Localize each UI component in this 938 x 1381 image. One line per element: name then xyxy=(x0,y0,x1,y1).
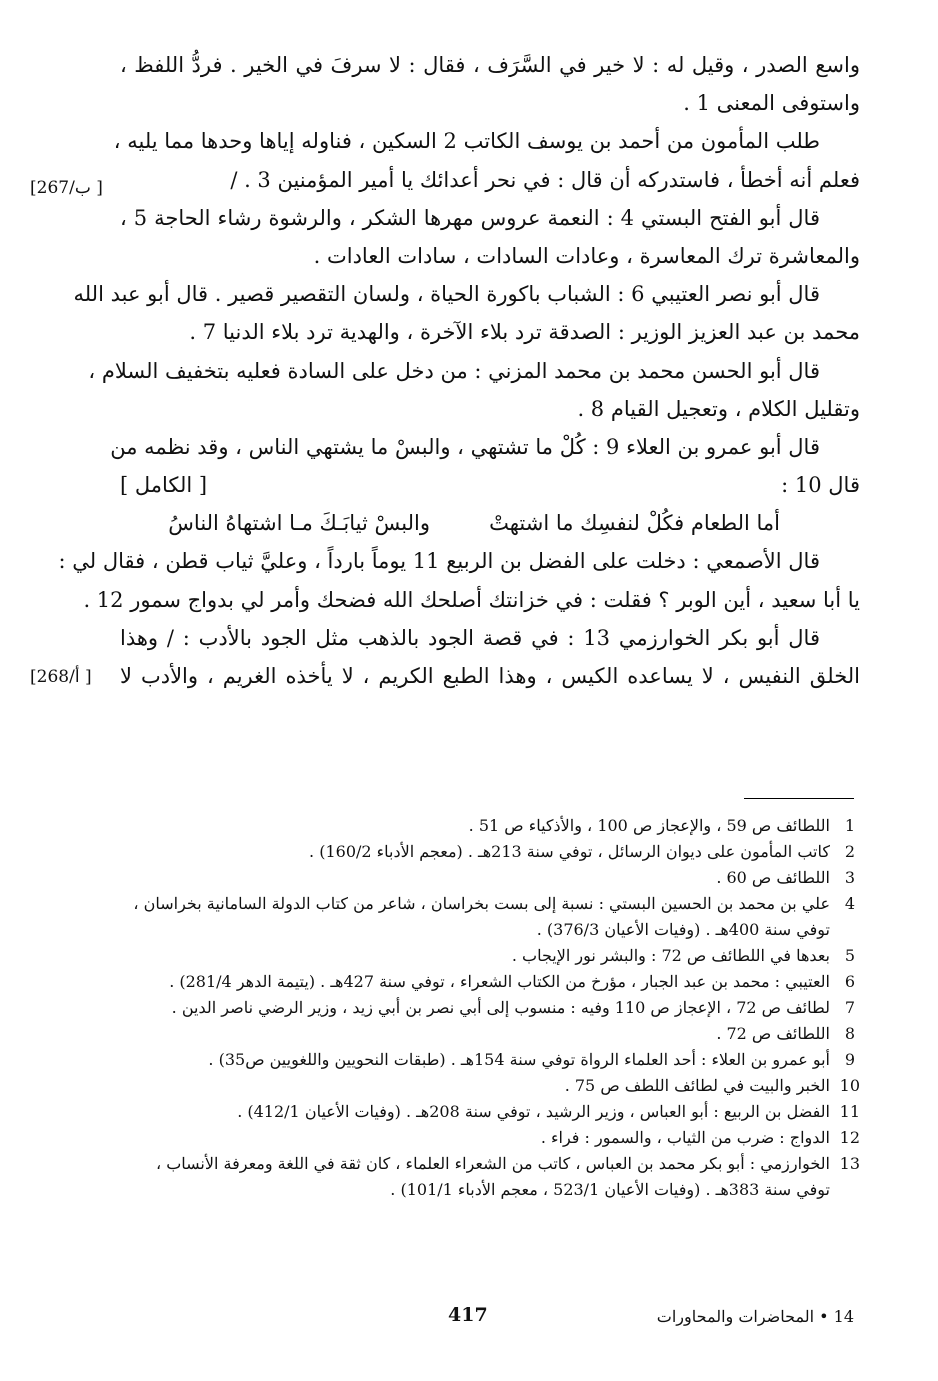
footnote-text: بعدها في اللطائف ص 72 : والبشر نور الإيجاب . xyxy=(511,946,830,965)
text-line: محمد بن عبد العزيز الوزير : الصدقة ترد بلاء الآخرة ، والهدية ترد بلاء الدنيا 7 . xyxy=(189,320,860,345)
footnote xyxy=(120,1151,860,1203)
text-line: واسع الصدر ، وقيل له : لا خير في السَّرَف ، فقال : لا سرفَ في الخير . فردُّ اللفظ ، xyxy=(120,53,860,77)
footnote-number: 3 xyxy=(844,868,856,887)
footnote xyxy=(120,969,860,995)
footnote xyxy=(120,943,860,969)
footnote-number: 2 xyxy=(844,842,856,861)
manuscript-folio-ref: [268/أ ] xyxy=(30,667,92,687)
footnote-text: الدواج : ضرب من الثياب ، والسمور : فراء . xyxy=(540,1128,830,1147)
text-line: وتقليل الكلام ، وتعجيل القيام 8 . xyxy=(577,396,860,421)
footnote-number: 11 xyxy=(839,1102,860,1121)
footnote-number: 9 xyxy=(844,1050,856,1069)
footnote-text: علي بن محمد بن الحسين البستي : نسبة إلى بست بخراسان ، شاعر من كتاب الدولة السامانية بخراسان ، xyxy=(133,894,830,913)
text-line: قال أبو الحسن محمد بن محمد المزني : من دخل على السادة فعليه بتخفيف السلام ، xyxy=(88,358,820,383)
footnote xyxy=(120,1073,860,1099)
page-number: 417 xyxy=(448,1304,488,1326)
text-line: واستوفى المعنى 1 . xyxy=(683,91,860,116)
footnote-number: 1 xyxy=(844,816,856,835)
text-line: طلب المأمون من أحمد بن يوسف الكاتب 2 السكين ، فناوله إياها وحدها مما يليه ، xyxy=(113,129,820,154)
footnote-text: الفضل بن الربيع : أبو العباس ، وزير الرشيد ، توفي سنة 208هـ . (وفيات الأعيان 412/1) . xyxy=(237,1102,830,1121)
footnote-number: 13 xyxy=(839,1154,860,1173)
footnote-number: 12 xyxy=(839,1128,860,1147)
footnote xyxy=(120,839,860,865)
footnote xyxy=(120,1047,860,1073)
running-head: 14 • المحاضرات والمحاورات xyxy=(656,1307,854,1326)
footnote xyxy=(120,1021,860,1047)
text-line: فعلم أنه أخطأ ، فاستدركه أن قال : في نحر أعدائك يا أمير المؤمنين 3 . / xyxy=(230,167,860,192)
footnote-text: توفي سنة 400هـ . (وفيات الأعيان 376/3) . xyxy=(536,920,830,939)
poem-verse xyxy=(120,504,860,542)
text-line xyxy=(120,466,860,504)
footnote-text: أبو عمرو بن العلاء : أحد العلماء الرواة توفي سنة 154هـ . (طبقات النحويين واللغويين ص35) . xyxy=(208,1050,830,1069)
text-line: قال أبو نصر العتيبي 6 : الشباب باكورة الحياة ، ولسان التقصير قصير . قال أبو عبد الله xyxy=(73,282,820,307)
footnotes xyxy=(120,813,860,1203)
text-line: الخلق النفيس ، لا يساعده الكيس ، وهذا الطبع الكريم ، لا يأخذه الغريم ، والأدب لا xyxy=(120,664,860,688)
text-line-content: قال 10 : xyxy=(781,473,860,498)
footnote-text: اللطائف ص 72 . xyxy=(716,1024,830,1043)
footnote-text: اللطائف ص 59 ، والإعجاز ص 100 ، والأذكياء ص 51 . xyxy=(468,816,830,835)
footnote-text: الخوارزمي : أبو بكر محمد بن العباس ، كاتب من الشعراء العلماء ، كان ثقة في اللغة ومعرفة الأنساب ، xyxy=(155,1154,830,1173)
footnote-number: 5 xyxy=(844,946,856,965)
footnote-number: 4 xyxy=(844,894,856,913)
footnote-text: اللطائف ص 60 . xyxy=(716,868,830,887)
verse-second-hemistich: والبسْ ثيابَـكَ مـا اشتهاهُ الناسُ xyxy=(168,511,430,536)
page-footer xyxy=(0,1304,938,1334)
text-line: والمعاشرة ترك المعاسرة ، وعادات السادات ، سادات العادات . xyxy=(313,243,860,268)
footnote-text: العتيبي : محمد بن عبد الجبار ، مؤرخ من الكتاب الشعراء ، توفي سنة 427هـ . (يتيمة الدهر 281/4) . xyxy=(169,972,830,991)
footnote xyxy=(120,865,860,891)
text-line: قال الأصمعي : دخلت على الفضل بن الربيع 11 يوماً بارداً ، وعليَّ ثياب قطن ، فقال لي : xyxy=(58,549,820,574)
footnote xyxy=(120,1099,860,1125)
text-line: قال أبو بكر الخوارزمي 13 : في قصة الجود بالذهب مثل الجود بالأدب : / وهذا xyxy=(120,625,820,650)
manuscript-folio-ref: [267/ب ] xyxy=(30,178,103,198)
footnote-number: 8 xyxy=(844,1024,856,1043)
meter-label: [ الكامل ] xyxy=(120,473,208,498)
footnote-text: الخبر والبيت في لطائف اللطف ص 75 . xyxy=(564,1076,830,1095)
footnote-text: كاتب المأمون على ديوان الرسائل ، توفي سنة 213هـ . (معجم الأدباء 160/2) . xyxy=(309,842,830,861)
footnote-number: 7 xyxy=(844,998,856,1017)
footnote-separator xyxy=(744,798,854,799)
footnote-text: توفي سنة 383هـ . (وفيات الأعيان 523/1 ، معجم الأدباء 101/1) . xyxy=(390,1180,830,1199)
text-line: يا أبا سعيد ، أين الوبر ؟ فقلت : في خزانتك أصلحك الله فضحك وأمر لي بدواج سمور 12 . xyxy=(83,587,860,612)
footnote-number: 6 xyxy=(844,972,856,991)
footnote xyxy=(120,891,860,943)
footnote xyxy=(120,813,860,839)
text-line: قال أبو عمرو بن العلاء 9 : كُلْ ما تشتهي ، والبسْ ما يشتهي الناس ، وقد نظمه من xyxy=(110,434,820,459)
footnote xyxy=(120,995,860,1021)
footnote-number: 10 xyxy=(839,1076,860,1095)
footnote-text: لطائف ص 72 ، الإعجاز ص 110 وفيه : منسوب إلى أبي نصر بن أبي زيد ، وزير الرضي ناصر الدين . xyxy=(171,998,830,1017)
verse-first-hemistich: أما الطعام فكُلْ لنفسِك ما اشتهتْ xyxy=(489,511,780,536)
footnote xyxy=(120,1125,860,1151)
text-line: قال أبو الفتح البستي 4 : النعمة عروس مهرها الشكر ، والرشوة رشاء الحاجة 5 ، xyxy=(120,205,820,230)
